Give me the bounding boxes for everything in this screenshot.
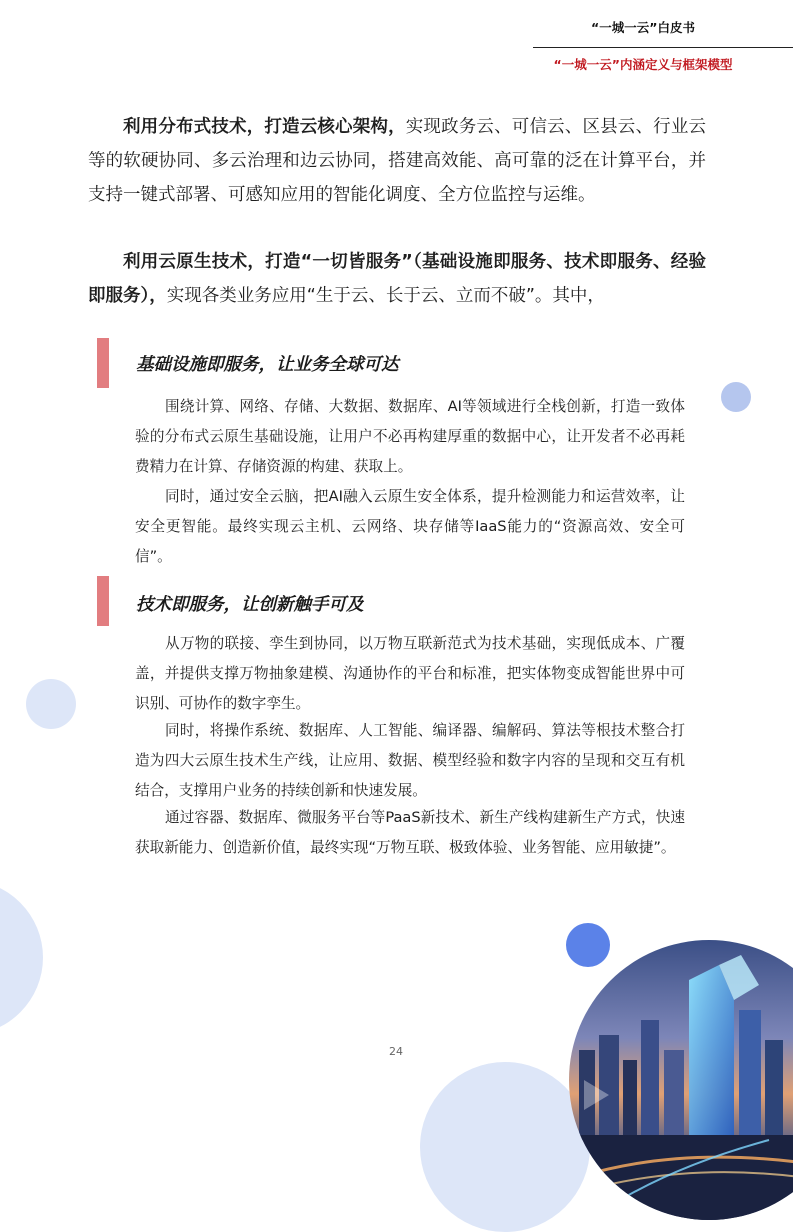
section-1-accent-bar <box>97 338 109 388</box>
decor-circle-bottom <box>420 1062 590 1232</box>
section-1-paragraph-2: 同时，通过安全云脑，把AI融入云原生安全体系，提升检测能力和运营效率，让安全更智能。最终实现云主机、云网络、块存储等IaaS能力的“资源高效、安全可信”。 <box>135 488 685 565</box>
decor-circle-left-small <box>26 679 76 729</box>
header-title: “一城一云”白皮书 <box>591 20 695 35</box>
header-divider <box>533 47 793 48</box>
intro-paragraph-1-bold: 利用分布式技术，打造云核心架构， <box>123 117 406 137</box>
decor-circle-left-large <box>0 880 43 1035</box>
decor-circle-blue <box>566 923 610 967</box>
header-subtitle: “一城一云”内涵定义与框架模型 <box>553 57 733 72</box>
section-2-paragraph-3: 通过容器、数据库、微服务平台等PaaS新技术、新生产线构建新生产方式，快速获取新能力、创造新价值，最终实现“万物互联、极致体验、业务智能、应用敏捷”。 <box>135 809 685 856</box>
section-2-accent-bar <box>97 576 109 626</box>
section-2-paragraph-1: 从万物的联接、孪生到协同，以万物互联新范式为技术基础，实现低成本、广覆盖，并提供支撑万物抽象建模、沟通协作的平台和标准，把实体物变成智能世界中可识别、可协作的数字孪生。 <box>135 635 685 712</box>
section-2-title: 技术即服务，让创新触手可及 <box>136 595 364 615</box>
intro-paragraph-1 <box>88 110 706 212</box>
intro-paragraph-2 <box>88 245 706 313</box>
intro-paragraph-2-bold: 利用云原生技术，打造“一切皆服务”（基础设施即服务、技术即服务、经验即服务）， <box>88 252 706 306</box>
cityscape-photo <box>569 940 793 1220</box>
section-1-title: 基础设施即服务，让业务全球可达 <box>136 355 399 375</box>
decor-circle-right-small <box>721 382 751 412</box>
intro-paragraph-1-text: 实现政务云、可信云、区县云、行业云等的软硬协同、多云治理和边云协同，搭建高效能、高可靠的泛在计算平台，并支持一键式部署、可感知应用的智能化调度、全方位监控与运维。 <box>88 117 706 205</box>
section-2-paragraph-2: 同时，将操作系统、数据库、人工智能、编译器、编解码、算法等根技术整合打造为四大云原生技术生产线，让应用、数据、模型经验和数字内容的呈现和交互有机结合，支撑用户业务的持续创新和快速发展。 <box>135 722 685 799</box>
section-1-paragraph-1: 围绕计算、网络、存储、大数据、数据库、AI等领域进行全栈创新，打造一致体验的分布式云原生基础设施，让用户不必再构建厚重的数据中心，让开发者不必再耗费精力在计算、存储资源的构建、获取上。 <box>135 398 685 475</box>
page-number: 24 <box>389 1045 403 1058</box>
intro-paragraph-2-text: 实现各类业务应用“生于云、长于云、立而不破”。其中， <box>166 286 605 306</box>
cityscape-illustration <box>569 940 793 1220</box>
